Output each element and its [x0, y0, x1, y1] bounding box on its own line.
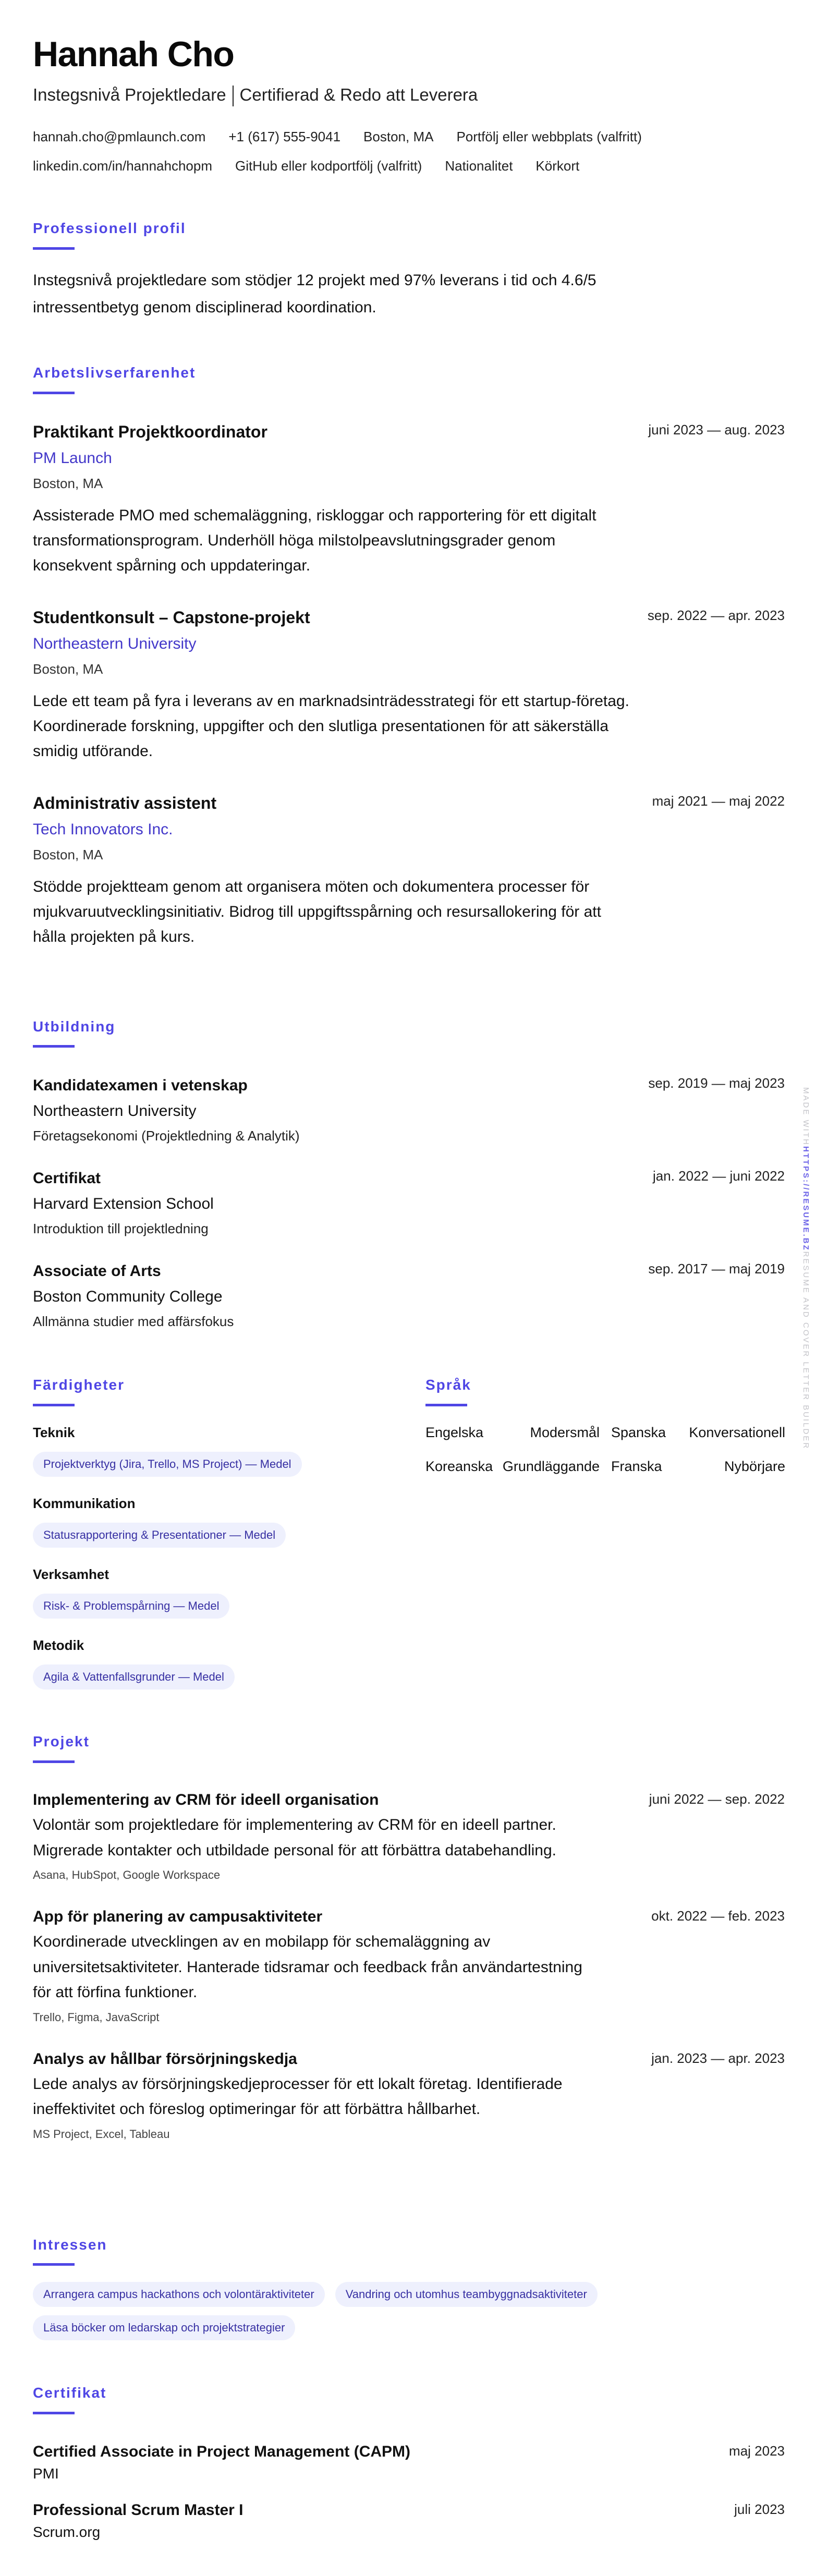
education-entry: [33, 1258, 785, 1333]
language-level: Grundläggande: [502, 1459, 600, 1474]
experience-entry: [33, 604, 785, 764]
education-dates: sep. 2017 — maj 2019: [648, 1261, 785, 1277]
section-underline: [33, 2412, 75, 2414]
project-tech: MS Project, Excel, Tableau: [33, 2127, 170, 2141]
project-title: Implementering av CRM för ideell organisation: [33, 1791, 379, 1808]
contact-nationality: Nationalitet: [445, 158, 513, 174]
section-heading-certifications: Certifikat: [33, 2385, 107, 2401]
project-title: Analys av hållbar försörjningskedja: [33, 2050, 297, 2068]
certification-date: maj 2023: [729, 2443, 785, 2459]
contact-row-2: [33, 155, 579, 176]
education-degree: Associate of Arts: [33, 1262, 161, 1280]
language-level: Konversationell: [689, 1425, 785, 1440]
section-underline: [33, 2263, 75, 2266]
education-entry: [33, 1073, 785, 1148]
section-underline: [33, 1404, 75, 1406]
interest-chip: Vandring och utomhus teambyggnadsaktiviteter: [335, 2282, 598, 2307]
education-field: Introduktion till projektledning: [33, 1221, 209, 1236]
section-heading-skills: Färdigheter: [33, 1377, 125, 1393]
certification-name: Certified Associate in Project Management (CAPM): [33, 2443, 411, 2460]
candidate-name: Hannah Cho: [33, 34, 234, 74]
section-underline: [33, 392, 75, 394]
project-entry: [33, 2047, 785, 2145]
interest-chip: Arrangera campus hackathons och volontäraktiviteter: [33, 2282, 325, 2307]
headline-tagline: Certifierad & Redo att Leverera: [239, 85, 478, 104]
project-dates: jan. 2023 — apr. 2023: [651, 2050, 785, 2066]
headline: [33, 83, 478, 106]
project-tech: Asana, HubSpot, Google Workspace: [33, 1868, 221, 1881]
job-dates: juni 2023 — aug. 2023: [648, 422, 785, 438]
skill-chip: Statusrapportering & Presentationer — Medel: [33, 1523, 286, 1548]
section-heading-experience: Arbetslivserfarenhet: [33, 364, 196, 381]
project-entry: [33, 1904, 785, 2028]
education-dates: jan. 2022 — juni 2022: [653, 1168, 785, 1184]
section-heading-profile: Professionell profil: [33, 220, 186, 236]
profile-summary: Instegsnivå projektledare som stödjer 12 projekt med 97% leverans i tid och 4.6/5 intressentbetyg genom disciplinerad koordination.: [33, 272, 596, 316]
watermark-link[interactable]: HTTPS://RESUME.BZ: [801, 1146, 810, 1251]
skill-group: [33, 1422, 302, 1477]
certification-entry: [33, 2440, 785, 2484]
section-underline: [425, 1404, 467, 1406]
certification-date: juli 2023: [734, 2501, 785, 2517]
contact-location: Boston, MA: [363, 129, 434, 144]
language-level: Nybörjare: [724, 1459, 785, 1474]
certifications-list: [33, 2440, 785, 2557]
section-underline: [33, 247, 75, 250]
project-dates: juni 2022 — sep. 2022: [649, 1791, 785, 1807]
languages-list: [425, 1422, 785, 1477]
skill-category: Teknik: [33, 1425, 75, 1440]
language-item: [425, 1422, 600, 1443]
job-description: Assisterade PMO med schemaläggning, riskloggar och rapportering för ett digitalt transformationsprogram. Underhöll höga milstolpeavslutningsgrader genom konsekvent spårning och uppdateringar.: [33, 507, 596, 574]
skill-chip: Risk- & Problemspårning — Medel: [33, 1594, 229, 1619]
section-heading-interests: Intressen: [33, 2237, 107, 2253]
watermark-suffix: RESUME AND COVER LETTER BUILDER: [801, 1251, 810, 1450]
interests-list: [33, 2282, 785, 2340]
skill-category: Metodik: [33, 1637, 84, 1653]
skill-group: [33, 1493, 302, 1548]
language-item: [611, 1422, 785, 1443]
headline-divider: [233, 86, 234, 106]
job-dates: sep. 2022 — apr. 2023: [647, 607, 785, 623]
interest-chip: Läsa böcker om ledarskap och projektstrategier: [33, 2315, 295, 2340]
project-description: Lede analys av försörjningskedjeprocesser för ett lokalt företag. Identifierade ineffektivitet och föreslog optimeringar för att förbättra hållbarhet.: [33, 2075, 563, 2118]
contact-row-1: [33, 126, 642, 147]
project-dates: okt. 2022 — feb. 2023: [651, 1908, 785, 1924]
job-title: Administrativ assistent: [33, 794, 217, 812]
section-underline: [33, 1045, 75, 1048]
skill-chip: Agila & Vattenfallsgrunder — Medel: [33, 1664, 235, 1690]
experience-list: [33, 418, 785, 975]
section-heading-projects: Projekt: [33, 1733, 90, 1749]
contact-license: Körkort: [535, 158, 580, 174]
project-title: App för planering av campusaktiviteter: [33, 1908, 323, 1925]
job-company: Tech Innovators Inc.: [33, 821, 173, 838]
skill-group: [33, 1635, 302, 1690]
job-title: Praktikant Projektkoordinator: [33, 422, 267, 441]
certification-issuer: PMI: [33, 2465, 59, 2482]
skill-group: [33, 1564, 302, 1619]
education-list: [33, 1073, 785, 1351]
project-description: Koordinerade utvecklingen av en mobilapp för schemaläggning av universitetsaktiviteter. Hanterade tidsramar och feedback från användartestning för att förfina funktioner.: [33, 1933, 582, 2001]
education-school: Northeastern University: [33, 1102, 197, 1120]
language-name: Spanska: [611, 1425, 666, 1440]
experience-entry: [33, 789, 785, 950]
skill-category: Verksamhet: [33, 1566, 109, 1582]
contact-linkedin[interactable]: linkedin.com/in/hannahchopm: [33, 158, 212, 174]
certification-issuer: Scrum.org: [33, 2524, 101, 2540]
education-dates: sep. 2019 — maj 2023: [648, 1075, 785, 1091]
contact-email[interactable]: hannah.cho@pmlaunch.com: [33, 129, 206, 144]
education-field: Företagsekonomi (Projektledning & Analytik): [33, 1128, 300, 1144]
section-underline: [33, 1760, 75, 1763]
headline-role: Instegsnivå Projektledare: [33, 85, 226, 104]
language-level: Modersmål: [530, 1425, 600, 1440]
section-heading-languages: Språk: [425, 1377, 471, 1393]
certification-name: Professional Scrum Master I: [33, 2501, 243, 2519]
language-item: [425, 1456, 600, 1477]
job-company: Northeastern University: [33, 635, 197, 652]
education-school: Boston Community College: [33, 1288, 223, 1305]
job-description: Lede ett team på fyra i leverans av en marknadsinträdesstrategi för ett startup-företag. Koordinerade forskning, uppgifter och den slutliga presentationen för att säkerställa smidig utförande.: [33, 692, 629, 760]
watermark-prefix: MADE WITH: [801, 1087, 810, 1146]
language-name: Engelska: [425, 1425, 484, 1440]
project-tech: Trello, Figma, JavaScript: [33, 2010, 160, 2024]
projects-list: [33, 1788, 785, 2164]
education-school: Harvard Extension School: [33, 1195, 214, 1212]
job-location: Boston, MA: [33, 661, 103, 677]
skills-list: [33, 1422, 302, 1706]
project-description: Volontär som projektledare för implementering av CRM för en ideell partner. Migrerade kontakter och utbildade personal för att förbättra databehandling.: [33, 1816, 556, 1859]
job-dates: maj 2021 — maj 2022: [652, 793, 785, 809]
watermark: [801, 1087, 810, 1450]
job-description: Stödde projektteam genom att organisera möten och dokumentera processer för mjukvaruutvecklingsinitiativ. Bidrog till uppgiftsspårning och resursallokering för att hålla projekten på kurs.: [33, 878, 601, 945]
certification-entry: [33, 2499, 785, 2543]
section-heading-education: Utbildning: [33, 1018, 116, 1035]
project-entry: [33, 1788, 785, 1886]
education-entry: [33, 1165, 785, 1241]
language-item: [611, 1456, 785, 1477]
contact-phone[interactable]: +1 (617) 555-9041: [228, 129, 341, 144]
job-location: Boston, MA: [33, 476, 103, 491]
job-location: Boston, MA: [33, 847, 103, 862]
contact-github[interactable]: GitHub eller kodportfölj (valfritt): [235, 158, 422, 174]
education-degree: Certifikat: [33, 1170, 101, 1187]
education-field: Allmänna studier med affärsfokus: [33, 1314, 234, 1329]
education-degree: Kandidatexamen i vetenskap: [33, 1077, 248, 1094]
language-name: Koreanska: [425, 1459, 493, 1474]
language-name: Franska: [611, 1459, 662, 1474]
skill-category: Kommunikation: [33, 1496, 136, 1511]
experience-entry: [33, 418, 785, 578]
job-company: PM Launch: [33, 449, 112, 467]
job-title: Studentkonsult – Capstone-projekt: [33, 608, 310, 627]
skill-chip: Projektverktyg (Jira, Trello, MS Project) — Medel: [33, 1452, 302, 1477]
contact-portfolio[interactable]: Portfölj eller webbplats (valfritt): [456, 129, 642, 144]
